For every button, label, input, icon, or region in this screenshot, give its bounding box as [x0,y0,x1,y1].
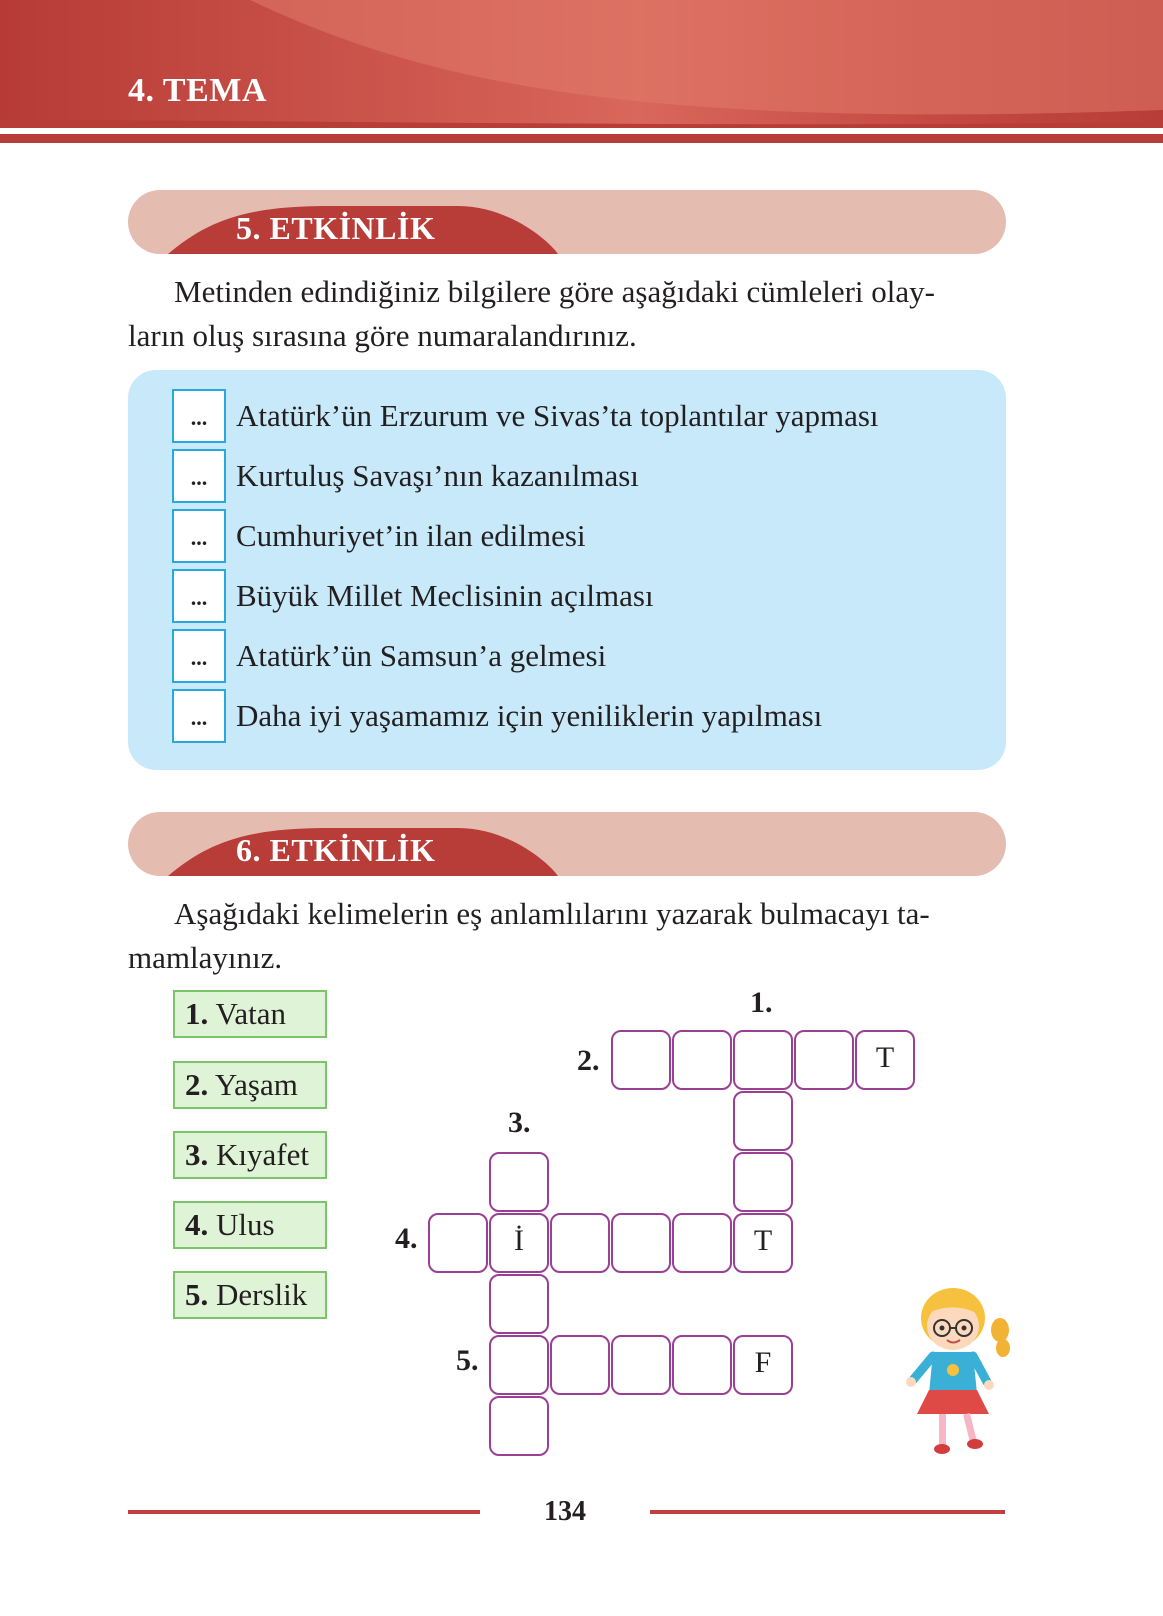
activity-5-banner [128,190,1006,254]
order-number-box[interactable]: ... [172,449,226,503]
instruction-line: mamlayınız. [128,940,283,975]
activity-5-title: 5. ETKİNLİK [236,210,436,246]
crossword-cell[interactable]: İ [489,1213,549,1273]
footer-rule-left [128,1510,480,1514]
activity-6-instruction [128,892,1006,980]
word-text: Vatan [215,996,287,1031]
clue-number-4: 4. [395,1222,418,1255]
ordering-panel [128,370,1006,770]
page-number: 134 [544,1496,586,1527]
crossword-cell[interactable]: F [733,1335,793,1395]
crossword-cell[interactable] [733,1091,793,1151]
clue-number-5: 5. [456,1344,479,1377]
girl-illustration [905,1282,1015,1462]
word-item [173,1061,327,1109]
crossword-cell[interactable] [733,1030,793,1090]
activity-5-instruction [128,270,1006,358]
word-number: 1. [185,996,209,1031]
word-item [173,990,327,1038]
order-item-text: Cumhuriyet’in ilan edilmesi [236,518,586,553]
clue-number-1: 1. [750,986,773,1019]
order-item [172,568,654,624]
clue-number-2: 2. [577,1044,600,1077]
order-item [172,508,586,564]
order-item-text: Kurtuluş Savaşı’nın kazanılması [236,458,639,493]
clue-number-3: 3. [508,1106,531,1139]
order-item [172,688,822,744]
crossword-cell[interactable] [489,1335,549,1395]
instruction-line: Aşağıdaki kelimelerin eş anlamlılarını yazarak bulmacayı ta- [174,896,930,931]
crossword-cell[interactable] [489,1152,549,1212]
order-item-text: Atatürk’ün Erzurum ve Sivas’ta toplantılar yapması [236,398,879,433]
order-number-box[interactable]: ... [172,569,226,623]
order-item [172,388,879,444]
word-text: Ulus [216,1207,275,1242]
order-number-box[interactable]: ... [172,629,226,683]
crossword-cell[interactable] [550,1213,610,1273]
word-item [173,1271,327,1319]
crossword-cell[interactable] [672,1030,732,1090]
crossword-cell[interactable] [672,1213,732,1273]
crossword-cell[interactable]: T [855,1030,915,1090]
word-number: 5. [185,1277,209,1312]
word-number: 3. [185,1137,209,1172]
crossword-cell[interactable] [489,1396,549,1456]
crossword-cell[interactable] [489,1274,549,1334]
order-item-text: Daha iyi yaşamamız için yeniliklerin yapılması [236,698,823,733]
order-item-text: Büyük Millet Meclisinin açılması [236,578,654,613]
word-text: Derslik [216,1277,308,1312]
crossword-cell[interactable] [611,1213,671,1273]
order-number-box[interactable]: ... [172,389,226,443]
activity-6-title: 6. ETKİNLİK [236,832,436,868]
instruction-line: ların oluş sırasına göre numaralandırınız. [128,318,637,353]
order-item [172,448,639,504]
crossword-cell[interactable] [611,1335,671,1395]
word-text: Kıyafet [216,1137,309,1172]
crossword-cell[interactable] [672,1335,732,1395]
crossword-cell[interactable] [794,1030,854,1090]
order-item-text: Atatürk’ün Samsun’a gelmesi [236,638,607,673]
footer-rule-right [650,1510,1005,1514]
crossword-cell[interactable] [611,1030,671,1090]
instruction-line: Metinden edindiğiniz bilgilere göre aşağıdaki cümleleri olay- [174,274,935,309]
crossword-cell[interactable]: T [733,1213,793,1273]
word-number: 2. [185,1067,209,1102]
activity-6-banner [128,812,1006,876]
crossword-cell[interactable] [428,1213,488,1273]
order-number-box[interactable]: ... [172,689,226,743]
word-number: 4. [185,1207,209,1242]
word-text: Yaşam [214,1067,298,1102]
word-item [173,1131,327,1179]
order-item [172,628,606,684]
page-header [0,0,1163,150]
order-number-box[interactable]: ... [172,509,226,563]
crossword-cell[interactable] [733,1152,793,1212]
crossword-cell[interactable] [550,1335,610,1395]
theme-title: 4. TEMA [128,72,267,109]
word-item [173,1201,327,1249]
